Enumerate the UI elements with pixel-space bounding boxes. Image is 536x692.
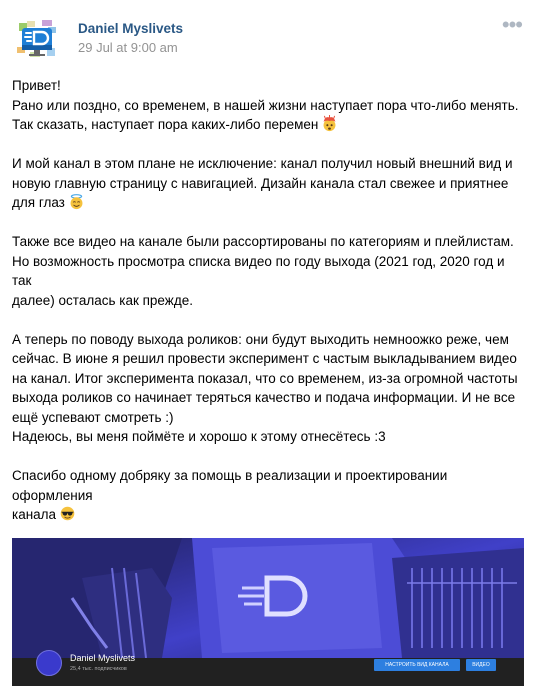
text-line: далее) осталась как прежде. [12,292,193,308]
text-line: для глаз [12,195,65,210]
post-author[interactable]: Daniel Myslivets [78,21,184,36]
text-line: Надеюсь, вы меня поймёте и хорошо к этому отнесётесь :3 [12,429,386,444]
post-text [12,76,524,583]
text-line: Но возможность просмотра списка видео по году выхода (2021 год, 2020 год и так [12,253,505,288]
channel-banner-image[interactable] [12,538,524,686]
more-horizontal-icon[interactable]: ••• [501,12,522,37]
text-line: А теперь по поводу выхода роликов: они будут выходить немноожко реже, чем [12,331,509,347]
post-date[interactable]: 29 Jul at 9:00 am [78,40,178,55]
avatar-logo-icon [12,14,62,64]
smiling-halo-emoji [68,193,85,210]
text-line: Так сказать, наступает пора каких-либо перемен [12,117,319,132]
text-line: Спасибо одному добряку за помощь в реализации и проектировании оформления [12,468,448,503]
channel-name: Daniel Myslivets [70,653,136,663]
paragraph [12,232,524,310]
text-line: И мой канал в этом плане не исключение: канал получил новый внешний вид и [12,156,513,171]
text-line: ещё успевают смотреть :) [12,409,174,425]
channel-logo-icon [36,650,62,676]
sunglasses-emoji [59,505,76,522]
post-header [12,12,524,64]
text-line: сейчас. В июне я решил провести эксперимент с частым выкладыванием видео [12,351,517,366]
text-line: Также все видео на канале были рассортированы по категориям и плейлистам. [12,234,514,249]
text-line: Привет! [12,78,61,93]
channel-subscribers: 25,4 тыс. подписчиков [70,666,127,672]
avatar[interactable] [12,14,62,64]
text-line: Рано или поздно, со временем, в нашей жизни наступает пора что-либо менять. [12,97,519,113]
text-line: выхода роликов со начинает теряться качество и подача информации. И не все [12,390,516,405]
paragraph [12,330,524,447]
text-line: на канал. Итог эксперимента показал, что со временем, из-за огромной частоты [12,370,518,386]
exploding-head-emoji [321,115,338,132]
text-line: канала [12,507,57,522]
paragraph [12,76,524,135]
video-button: ВИДЕО [466,659,496,671]
paragraph [12,154,524,213]
text-line: новую главную страницу с навигацией. Дизайн канала стал свежее и приятнее [12,175,509,191]
paragraph [12,466,524,525]
customize-channel-button: НАСТРОИТЬ ВИД КАНАЛА [374,659,460,671]
